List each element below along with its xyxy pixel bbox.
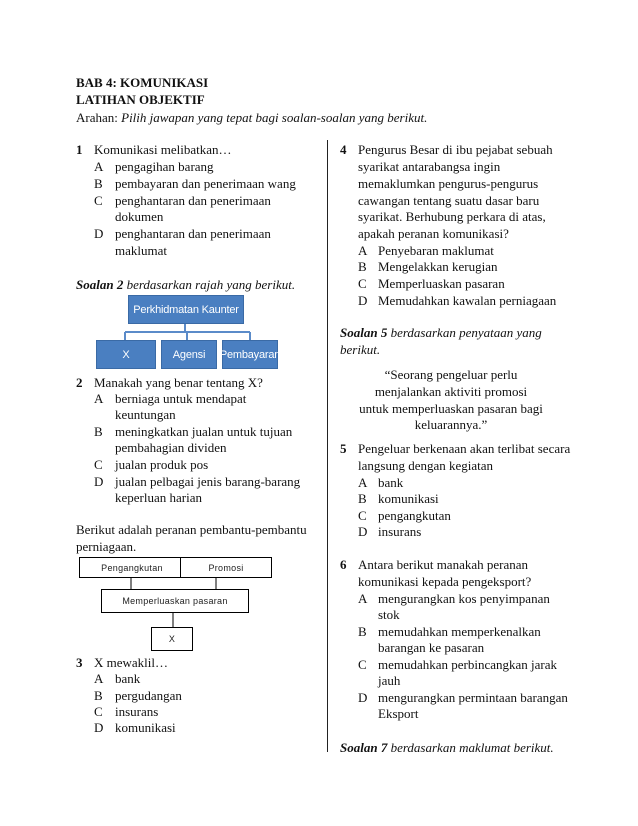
option-text: penghantaran dan penerimaan [115,226,271,241]
diagram-box-x: X [96,340,156,369]
question-number: 1 [76,142,83,157]
option-text-cont: maklumat [115,243,167,258]
option-letter: B [94,176,103,191]
option-letter: B [358,624,367,639]
question-number: 4 [340,142,347,157]
option-text-cont: dokumen [115,209,164,224]
chapter-title: BAB 4: KOMUNIKASI [76,75,209,90]
question-5-lead [340,325,542,341]
question-stem: cawangan tentang suatu dasar baru [358,193,540,208]
instructions-text: Pilih jawapan yang tepat bagi soalan-soalan yang berikut. [121,110,428,125]
instructions [76,110,427,126]
question-3-lead-line2: perniagaan. [76,539,137,554]
option-letter: A [358,591,368,606]
option-text: memudahkan perbincangkan jarak [378,657,558,672]
lead-rest: berdasarkan maklumat berikut. [387,740,554,755]
option-text: pembayaran dan penerimaan wang [115,176,296,191]
option-text: insurans [115,704,159,719]
option-letter: D [358,524,368,539]
option-text-cont: Eksport [378,706,419,721]
option-text: insurans [378,524,422,539]
question-stem: Pengurus Besar di ibu pejabat sebuah [358,142,553,157]
option-letter: D [94,474,104,489]
lead-bold: Soalan 5 [340,325,388,340]
option-text: komunikasi [115,720,176,735]
option-text: memudahkan memperkenalkan [378,624,541,639]
section-title: LATIHAN OBJEKTIF [76,92,205,107]
option-letter: A [94,159,104,174]
option-letter: C [94,457,103,472]
lead-bold: Soalan 7 [340,740,388,755]
option-text: pergudangan [115,688,182,703]
option-text: bank [378,475,404,490]
option-text: jualan pelbagai jenis barang-barang [115,474,301,489]
option-letter: C [358,276,367,291]
option-text: berniaga untuk mendapat [115,391,247,406]
question-stem: Pengeluar berkenaan akan terlibat secara [358,441,571,456]
option-text: komunikasi [378,491,439,506]
quote-line: untuk memperluaskan pasaran bagi [359,401,543,416]
option-letter: B [358,259,367,274]
flow-box-memperluaskan: Memperluaskan pasaran [101,589,249,613]
question-stem: apakah peranan komunikasi? [358,226,509,241]
option-letter: B [94,688,103,703]
option-text: pengagihan barang [115,159,214,174]
option-letter: B [94,424,103,439]
question-5-lead-line2: berikut. [340,342,381,357]
option-text: Memperluaskan pasaran [378,276,505,291]
question-3-lead-line1: Berikut adalah peranan pembantu-pembantu [76,522,307,537]
option-text: penghantaran dan penerimaan [115,193,271,208]
question-stem: X mewaklil… [94,655,169,670]
flow-box-pengangkutan: Pengangkutan [79,557,185,578]
flow-box-promosi: Promosi [180,557,272,578]
option-letter: D [94,226,104,241]
diagram-box-top: Perkhidmatan Kaunter [128,295,244,324]
option-text: mengurangkan kos penyimpanan [378,591,550,606]
diagram-box-agensi: Agensi [161,340,217,369]
question-number: 5 [340,441,347,456]
option-letter: D [94,720,104,735]
option-letter: B [358,491,367,506]
option-letter: C [358,657,367,672]
question-stem: langsung dengan kegiatan [358,458,494,473]
question-stem: Antara berikut manakah peranan [358,557,529,572]
option-text-cont: jauh [378,673,401,688]
option-letter: C [94,193,103,208]
quote-line: menjalankan aktiviti promosi [374,384,528,399]
question-stem: syarikat. Berhubung perkara di atas, [358,209,546,224]
option-text-cont: keuntungan [115,407,176,422]
diagram-box-pembayaran: Pembayaran [222,340,278,369]
option-text: meningkatkan jualan untuk tujuan [115,424,293,439]
option-text-cont: keperluan harian [115,490,202,505]
quote-line: “Seorang pengeluar perlu [384,367,518,382]
question-stem: syarikat antarabangsa ingin [358,159,501,174]
question-number: 6 [340,557,347,572]
instructions-label: Arahan: [76,110,122,125]
option-text: pengangkutan [378,508,451,523]
lead-rest: berdasarkan penyataan yang [387,325,542,340]
question-number: 3 [76,655,83,670]
question-stem: komunikasi kepada pengeksport? [358,574,532,589]
option-text: mengurangkan permintaan barangan [378,690,568,705]
option-letter: A [94,391,104,406]
option-text: Mengelakkan kerugian [378,259,498,274]
option-letter: D [358,690,368,705]
question-stem: Manakah yang benar tentang X? [94,375,263,390]
option-letter: D [358,293,368,308]
quote-line: keluarannya.” [414,417,488,432]
option-letter: A [94,671,104,686]
lead-rest: berdasarkan rajah yang berikut. [123,277,296,292]
option-letter: C [358,508,367,523]
question-stem: memaklumkan pengurus-pengurus [358,176,539,191]
option-letter: C [94,704,103,719]
option-text-cont: barangan ke pasaran [378,640,485,655]
option-text-cont: pembahagian dividen [115,440,227,455]
option-text-cont: stok [378,607,400,622]
question-number: 2 [76,375,83,390]
question-stem: Komunikasi melibatkan… [94,142,232,157]
option-text: jualan produk pos [115,457,209,472]
option-text: Memudahkan kawalan perniagaan [378,293,557,308]
question-7-lead [340,740,554,756]
lead-bold: Soalan 2 [76,277,124,292]
column-divider [327,140,328,752]
option-letter: A [358,243,368,258]
option-letter: A [358,475,368,490]
option-text: bank [115,671,141,686]
option-text: Penyebaran maklumat [378,243,494,258]
flow-box-x: X [151,627,193,651]
